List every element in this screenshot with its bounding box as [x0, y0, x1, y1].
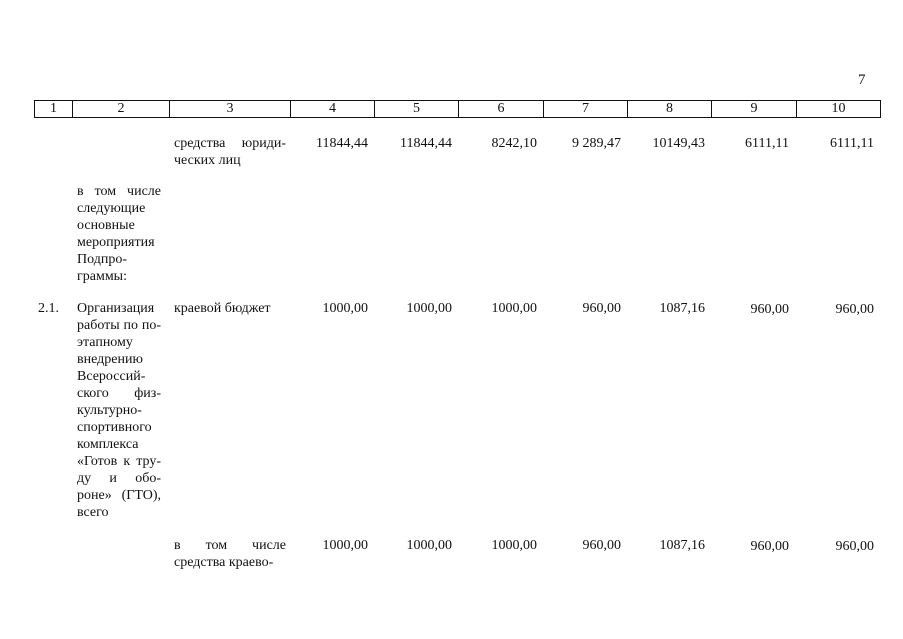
page-number: 7 — [858, 72, 866, 88]
row1-source-line: ческих лиц — [174, 153, 241, 168]
row3-desc-line: внедрению — [77, 352, 143, 367]
row3-desc-line: спортивного — [77, 420, 152, 435]
row1-value-6: 8242,10 — [491, 136, 537, 151]
row1-source-line: средства юриди- — [174, 136, 286, 151]
row3-desc-line: Организация — [77, 301, 155, 316]
row3-value-5: 1000,00 — [406, 301, 452, 316]
header-cell-4: 4 — [291, 101, 375, 117]
row3-desc-line: Всероссий- — [77, 369, 146, 384]
row1-value-5: 11844,44 — [400, 136, 452, 151]
header-cell-10: 10 — [831, 101, 846, 116]
row3-desc-line: всего — [77, 505, 109, 520]
row2-desc-line: Подпро- — [77, 252, 127, 267]
row2-desc-line: мероприятия — [77, 235, 155, 250]
row4-value-7: 960,00 — [582, 538, 621, 553]
row3-desc-line: культурно- — [77, 403, 142, 418]
row1-source — [174, 135, 286, 169]
row4-value-9: 960,00 — [750, 539, 789, 554]
row3-desc-line: этапному — [77, 335, 133, 350]
row2-desc — [77, 183, 161, 285]
row4-value-4: 1000,00 — [322, 538, 368, 553]
header-cell-1: 1 — [35, 101, 73, 117]
header-cell-7: 7 — [544, 101, 628, 117]
table-header-row — [34, 100, 881, 118]
row4-source-line: в том числе — [174, 538, 286, 553]
row3-desc-line: «Готов к тру- — [77, 454, 161, 469]
row2-desc-line: граммы: — [77, 269, 127, 284]
row1-value-9: 6111,11 — [745, 136, 789, 151]
row3-value-4: 1000,00 — [322, 301, 368, 316]
row3-desc — [77, 300, 161, 521]
row2-desc-line: следующие — [77, 201, 146, 216]
row4-source-line: средства краево- — [174, 555, 274, 570]
row2-desc-line: в том числе — [77, 184, 161, 199]
row3-desc-line: ду и обо- — [77, 471, 161, 486]
row1-value-4: 11844,44 — [316, 136, 368, 151]
row3-source: краевой бюджет — [174, 301, 271, 316]
header-cell-6: 6 — [459, 101, 544, 117]
header-cell-9: 9 — [712, 101, 797, 117]
row3-value-7: 960,00 — [582, 301, 621, 316]
header-cell-5: 5 — [375, 101, 459, 117]
header-cell-2: 2 — [73, 101, 170, 117]
row3-number: 2.1. — [38, 301, 59, 316]
row4-value-10: 960,00 — [835, 539, 874, 554]
row3-value-9: 960,00 — [750, 302, 789, 317]
row3-desc-line: комплекса — [77, 437, 139, 452]
row1-value-7: 9 289,47 — [572, 136, 621, 151]
header-cell-8: 8 — [628, 101, 712, 117]
row3-desc-line: роне» (ГТО), — [77, 488, 161, 503]
row4-value-6: 1000,00 — [491, 538, 537, 553]
row3-value-6: 1000,00 — [491, 301, 537, 316]
row2-desc-line: основные — [77, 218, 135, 233]
header-cell-3: 3 — [170, 101, 291, 117]
row1-value-10: 6111,11 — [830, 136, 874, 151]
row4-value-8: 1087,16 — [659, 538, 705, 553]
row3-desc-line: работы по по- — [77, 318, 161, 333]
row4-value-5: 1000,00 — [406, 538, 452, 553]
row3-desc-line: ского физ- — [77, 386, 161, 401]
row4-source — [174, 537, 286, 571]
row1-value-8: 10149,43 — [652, 136, 705, 151]
row3-value-8: 1087,16 — [659, 301, 705, 316]
row3-value-10: 960,00 — [835, 302, 874, 317]
